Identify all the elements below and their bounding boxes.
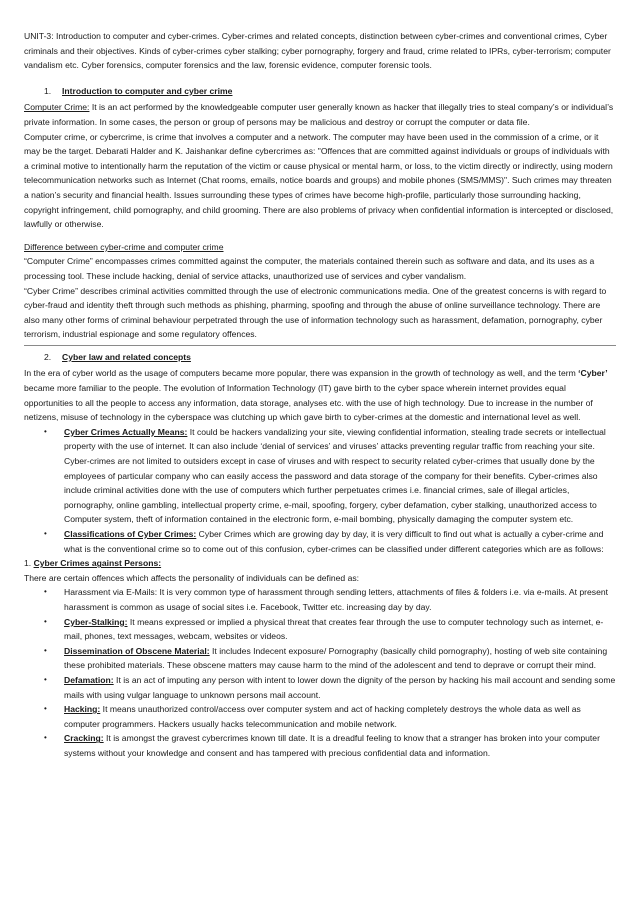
difference-heading: Difference between cyber-crime and computer crime [24,241,224,252]
difference-paragraph-1: “Computer Crime” encompasses crimes committed against the computer, the materials contained therein such as software and data, and its uses as a processing tool. These include hacking, denial of service attacks, unauthorized use of services and cyber vandalism. [24,256,595,281]
bullet-label: Classifications of Cyber Crimes: [64,529,197,539]
bullet-label: Hacking: [64,704,101,715]
section-2-title: Cyber law and related concepts [62,351,191,362]
bullet-text: It is an act of imputing any person with intent to lower down the dignity of the person by hacking his mail account and sending some mails with using vulgar language to unknown persons mail account. [64,674,616,700]
bullet-icon: • [44,674,47,684]
persons-bullets [24,585,616,760]
bullet-icon: • [44,616,47,626]
bullet-label: Dissemination of Obscene Material: [64,645,210,656]
section-1-number: 1. [44,85,52,96]
persons-number: 1. [24,558,32,569]
bullet-text: It means expressed or implied a physical threat that creates fear through the use to computer technology such as internet, e-mail, phones, text messages, webcam, websites or videos. [64,616,604,642]
list-item [24,673,616,702]
section-2-heading [24,350,616,365]
bullet-text: It is amongst the gravest cybercrimes known till date. It is a dreadful feeling to know that a stranger has broken into your computer systems without your knowledge and consent and has tampered with precious confidential data and information. [64,733,600,758]
bullet-label: Cyber Crimes Actually Means: [64,426,188,437]
bullet-icon: • [44,645,47,655]
section-2-number: 2. [44,351,52,362]
bullet-text: Harassment via E-Mails: It is very common type of harassment through sending letters, attachments of files & folders i.e. via e-mails. At present harassment is common as usage of social sites i.e. Facebook, Twitter etc. increasing day by day. [64,587,609,612]
bullet-label: Cracking: [64,733,104,744]
computer-crime-text: It is an act performed by the knowledgeable computer user generally known as hacker that illegally tries to steal company’s or individual’s private information. In some cases, the person or group of persons may be malicious and destroy or corrupt the computer or data file. [24,102,614,127]
unit-intro: UNIT-3: Introduction to computer and cyber-crimes. Cyber-crimes and related concepts, distinction between cyber-crimes and conventional crimes, Cyber criminals and their objectives. Kinds of cyber-crimes cyber stalking; cyber pornography, forgery and fraud, crime related to IPRs, cyber-terrorism; computer vandalism etc. Cyber forensics, computer forensics and the law, forensic evidence, computer forensic tools. [24,31,611,71]
difference-paragraph-2: “Cyber Crime” describes criminal activities committed through the use of electronic communications media. One of the greatest concerns is with regard to cyber-fraud and identity theft through such methods as phishing, pharming, spoofing and through the abuse of online surveillance technology. There are also many other forms of criminal behaviour perpetrated through the use of information technology such as harassment, defamation, pornography, cyber terrorism, industrial espionage and some regulatory offences. [24,285,607,340]
list-item [24,702,616,731]
bullet-label: Defamation: [64,674,114,685]
cyber-law-intro-a: In the era of cyber world as the usage of computers became more popular, there was expansion in the growth of technology as well, and the term [24,368,579,379]
bullet-icon: • [44,704,47,714]
computer-crime-label: Computer Crime: [24,102,90,113]
section-1-title: Introduction to computer and cyber crime [62,85,233,96]
persons-heading [24,556,616,571]
persons-label: Cyber Crimes against Persons: [33,558,162,569]
bullet-icon: • [44,587,47,597]
section-divider [24,345,616,346]
list-item [24,615,616,644]
bullet-text: It includes Indecent exposure/ Pornography (basically child pornography), hosting of web site containing these prohibited materials. These obscene matters may cause harm to the mind of the adolescent and tend to deprave or corrupt their mind. [64,645,608,671]
list-item [24,585,616,614]
list-item [24,425,616,527]
bullet-text: It means unauthorized control/access over computer system and act of hacking completely destroys the whole data as well as computer programmers. Hackers usually hacks telecommunication and mobile network. [64,704,581,729]
list-item [24,731,616,760]
bullet-icon: • [44,426,47,436]
bullet-text: Cyber Crimes which are growing day by day, it is very difficult to find out what is actually a cyber-crime and what is the conventional crime so to come out of this confusion, cyber-crimes can be classified under different categories which are as follows: [64,529,604,554]
list-item [24,527,616,556]
cybercrime-paragraph: Computer crime, or cybercrime, is crime that involves a computer and a network. The computer may have been used in the commission of a crime, or it may be the target. Debarati Halder and K. Jaishankar define cybercrimes as: "Offences that are committed against individuals or groups of individuals with a criminal motive to intentionally harm the reputation of the victim or cause physical or mental harm, or loss, to the victim directly or indirectly, using modern telecommunication networks such as Internet (Chat rooms, emails, notice boards and groups) and mobile phones (SMS/MMS)". Such crimes may threaten a nation’s security and financial health. Issues surrounding these types of crimes have become high-profile, particularly those surrounding hacking, copyright infringement, child pornography, and child grooming. There are also problems of privacy when confidential information is intercepted or disclosed, lawfully or otherwise. [24,131,614,230]
bullet-icon: • [44,529,47,538]
cyber-law-intro [24,366,616,424]
persons-intro: There are certain offences which affects the personality of individuals can be defined as: [24,572,360,583]
cyber-law-bullets [24,425,616,556]
section-1-heading [24,84,616,99]
bullet-icon: • [44,733,47,743]
computer-crime-definition [24,100,616,129]
cyber-law-intro-b: became more familiar to the people. The evolution of Information Technology (IT) gave birth to the cyber space wherein internet provides equal opportunities to all the people to access any information, data storage, analyses etc. with the use of high technology. Due to increase in the number of netizens, misuse of technology in the cyberspace was clutching up which gave birth to cyber-crimes at the domestic and international level as well. [24,383,593,423]
bullet-text: It could be hackers vandalizing your site, viewing confidential information, stealing trade secrets or intellectual property with the use of internet. It can also include ‘denial of services’ and viruses’ attacks preventing regular traffic from reaching your site. Cyber-crimes are not limited to outsiders except in case of viruses and with respect to security related cyber-crimes that usually done by the employees of particular company who can easily access the password and data storage of the company for their benefits. Cyber-crimes also include criminal activities done with the use of computers which further perpetuates crimes i.e. financial crimes, sale of illegal articles, pornography, online gambling, intellectual property crime, e-mail, spoofing, forgery, cyber defamation, cyber stalking, unauthorized access to Computer system, theft of information contained in the electronic form, e-mail bombing, physically damaging the computer system etc. [64,426,606,525]
cyber-term: ‘Cyber’ [578,368,608,379]
bullet-label: Cyber-Stalking: [64,616,128,627]
list-item [24,644,616,673]
